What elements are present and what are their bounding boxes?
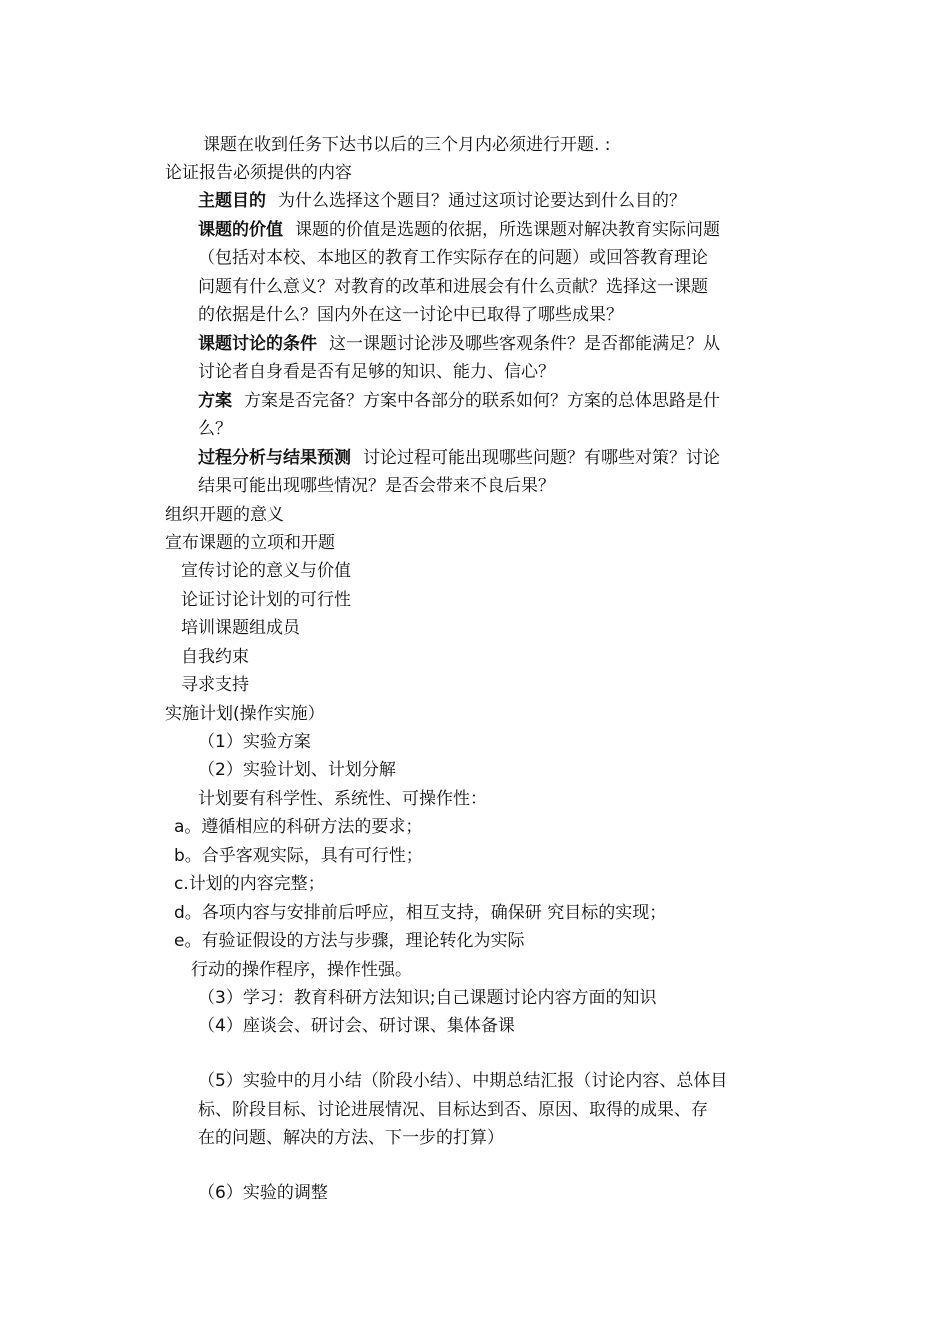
list-item: 培训课题组成员: [181, 618, 300, 638]
section-title-report: 论证报告必须提供的内容: [165, 163, 352, 183]
list-item: 论证讨论计划的可行性: [181, 590, 351, 610]
list-item: 寻求支持: [181, 675, 249, 695]
step-6: （6）实验的调整: [198, 1183, 328, 1203]
step-5-continued: 在的问题、解决的方法、下一步的打算）: [198, 1128, 504, 1148]
requirement-e: e。有验证假设的方法与步骤，理论转化为实际: [174, 931, 525, 951]
item-head: 课题讨论的条件: [198, 334, 317, 354]
item-text: 么？: [198, 419, 232, 439]
item-text: 这一课题讨论涉及哪些客观条件？是否都能满足？从: [329, 334, 720, 354]
item-plan: [198, 387, 720, 415]
requirement-e-continued: 行动的操作程序，操作性强。: [191, 960, 412, 980]
item-conditions: [198, 330, 720, 358]
step-5: （5）实验中的月小结（阶段小结）、中期总结汇报（讨论内容、总体目: [198, 1071, 728, 1091]
section-title-announce: 宣布课题的立项和开题: [165, 533, 335, 553]
item-text: 课题的价值是选题的依据，所选课题对解决教育实际问题: [295, 220, 720, 240]
step-5-continued: 标、阶段目标、讨论进展情况、目标达到否、原因、取得的成果、存: [198, 1100, 708, 1120]
requirement-b: b。合乎客观实际，具有可行性；: [174, 846, 423, 866]
item-text: （包括对本校、本地区的教育工作实际存在的问题）或回答教育理论: [198, 248, 708, 268]
list-item: 自我约束: [181, 647, 249, 667]
item-head: 方案: [198, 391, 232, 411]
step-3: （3）学习：教育科研方法知识;自己课题讨论内容方面的知识: [198, 988, 657, 1008]
section-title-significance: 组织开题的意义: [165, 505, 284, 525]
item-analysis: [198, 444, 720, 472]
requirement-d: d。各项内容与安排前后呼应，相互支持，确保研 究目标的实现；: [174, 903, 667, 923]
intro-text: 课题在收到任务下达书以后的三个月内必须进行开题. :: [203, 135, 611, 155]
item-text: 的依据是什么？国内外在这一讨论中已取得了哪些成果？: [198, 305, 623, 325]
item-purpose: [198, 187, 686, 215]
step-1: （1）实验方案: [198, 732, 311, 752]
requirement-a: a。遵循相应的科研方法的要求；: [174, 817, 423, 837]
requirement-c: c.计划的内容完整；: [174, 874, 325, 894]
item-text: 为什么选择这个题目？通过这项讨论要达到什么目的？: [278, 191, 686, 211]
step-2: （2）实验计划、计划分解: [198, 760, 396, 780]
item-head: 主题目的: [198, 191, 266, 211]
section-title-implementation: 实施计划(操作实施）: [165, 704, 325, 724]
item-text: 问题有什么意义？对教育的改革和进展会有什么贡献？选择这一课题: [198, 277, 708, 297]
item-text: 讨论者自身看是否有足够的知识、能力、信心？: [198, 362, 555, 382]
item-head: 过程分析与结果预测: [198, 448, 351, 468]
item-text: 讨论过程可能出现哪些问题？有哪些对策？讨论: [363, 448, 720, 468]
list-item: 宣传讨论的意义与价值: [181, 561, 351, 581]
item-text: 方案是否完备？方案中各部分的联系如何？方案的总体思路是什: [244, 391, 720, 411]
item-value: [198, 216, 720, 244]
item-text: 结果可能出现哪些情况？是否会带来不良后果？: [198, 476, 555, 496]
plan-requirements: 计划要有科学性、系统性、可操作性：: [198, 789, 487, 809]
step-4: （4）座谈会、研讨会、研讨课、集体备课: [198, 1016, 515, 1036]
item-head: 课题的价值: [198, 220, 283, 240]
